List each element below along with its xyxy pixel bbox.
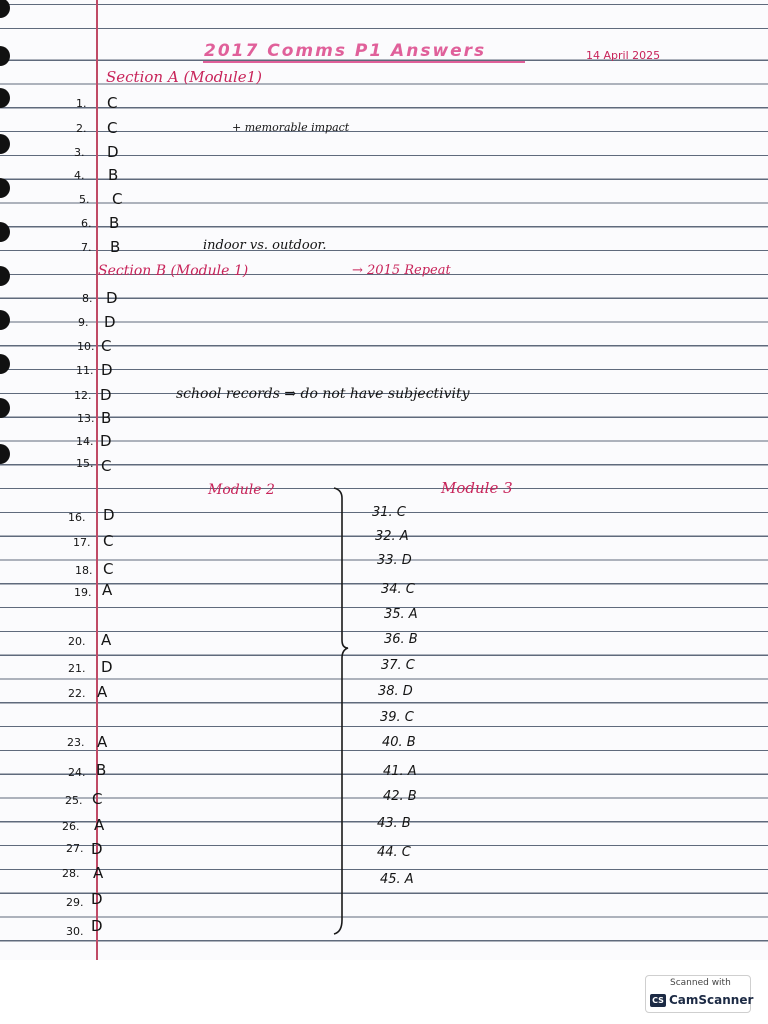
question-number: 23. xyxy=(67,736,85,749)
question-number: 2. xyxy=(76,122,87,135)
answer: B xyxy=(108,166,119,184)
answer: A xyxy=(97,683,108,701)
question-number: 6. xyxy=(81,217,92,230)
watermark-caption: Scanned with xyxy=(670,978,731,988)
question-number: 13. xyxy=(77,412,95,425)
question-number: 21. xyxy=(68,662,86,675)
watermark-brand: CamScanner xyxy=(669,993,754,1007)
module-3-heading: Module 3 xyxy=(441,479,513,497)
question-number: 12. xyxy=(74,389,92,402)
answer: D xyxy=(104,313,116,331)
question-number: 28. xyxy=(62,867,80,880)
question-number: 15. xyxy=(76,457,94,470)
answer: D xyxy=(101,658,113,676)
answer-entry: 34. C xyxy=(381,582,415,597)
answer: C xyxy=(101,337,112,355)
section-a-heading: Section A (Module1) xyxy=(106,68,263,86)
answer: A xyxy=(97,733,108,751)
question-number: 22. xyxy=(68,687,86,700)
question-number: 24. xyxy=(68,766,86,779)
answer-entry: 35. A xyxy=(384,607,418,622)
question-number: 8. xyxy=(82,292,93,305)
answer-entry: 43. B xyxy=(377,816,411,831)
answer-entry: 44. C xyxy=(377,845,411,860)
answer-entry: 37. C xyxy=(381,658,415,673)
answer: A xyxy=(102,581,113,599)
question-number: 29. xyxy=(66,896,84,909)
note: school records ⇒ do not have subjectivity xyxy=(176,386,470,402)
answer: C xyxy=(107,119,118,137)
question-number: 20. xyxy=(68,635,86,648)
question-number: 1. xyxy=(76,97,87,110)
answer: C xyxy=(112,190,123,208)
answer-entry: 38. D xyxy=(378,684,413,699)
question-number: 17. xyxy=(73,536,91,549)
camscanner-logo-icon: CS xyxy=(650,994,666,1007)
answer: A xyxy=(94,816,105,834)
answer: C xyxy=(103,532,114,550)
answer-entry: 31. C xyxy=(372,505,406,520)
question-number: 16. xyxy=(68,511,86,524)
answer: C xyxy=(107,94,118,112)
note: indoor vs. outdoor. xyxy=(203,238,327,253)
answer: D xyxy=(91,840,103,858)
answer: B xyxy=(110,238,121,256)
question-number: 4. xyxy=(74,169,85,182)
question-number: 11. xyxy=(76,364,94,377)
question-number: 19. xyxy=(74,586,92,599)
question-number: 10. xyxy=(77,340,95,353)
answer: A xyxy=(101,631,112,649)
answer: D xyxy=(107,143,119,161)
section-b-heading: Section B (Module 1) xyxy=(98,263,249,279)
answer-entry: 36. B xyxy=(384,632,418,647)
answer-entry: 42. B xyxy=(383,789,417,804)
answer: A xyxy=(93,864,104,882)
answer: D xyxy=(100,432,112,450)
answer-entry: 40. B xyxy=(382,735,416,750)
answer: B xyxy=(109,214,120,232)
camscanner-watermark xyxy=(645,975,754,1013)
date: 14 April 2025 xyxy=(586,49,661,62)
answer: D xyxy=(91,890,103,908)
answer: D xyxy=(106,289,118,307)
answer: C xyxy=(101,457,112,475)
question-number: 27. xyxy=(66,842,84,855)
answer: C xyxy=(103,560,114,578)
question-number: 30. xyxy=(66,925,84,938)
answer-entry: 33. D xyxy=(377,553,412,568)
answer: B xyxy=(96,761,107,779)
answer: D xyxy=(103,506,115,524)
answer: C xyxy=(92,790,103,808)
question-number: 25. xyxy=(65,794,83,807)
question-number: 26. xyxy=(62,820,80,833)
answer: D xyxy=(100,386,112,404)
question-number: 9. xyxy=(78,316,89,329)
answer: D xyxy=(101,361,113,379)
answer: D xyxy=(91,917,103,935)
question-number: 7. xyxy=(81,241,92,254)
answer-entry: 41. A xyxy=(383,764,417,779)
question-number: 14. xyxy=(76,435,94,448)
answer: B xyxy=(101,409,112,427)
question-number: 5. xyxy=(79,193,90,206)
module-2-heading: Module 2 xyxy=(208,482,275,498)
note: + memorable impact xyxy=(232,121,350,134)
repeat-note: → 2015 Repeat xyxy=(352,263,451,278)
question-number: 3. xyxy=(74,146,85,159)
question-number: 18. xyxy=(75,564,93,577)
answer-entry: 39. C xyxy=(380,710,414,725)
answer-entry: 45. A xyxy=(380,872,414,887)
page-title: 2017 Comms P1 Answers xyxy=(204,41,487,61)
answer-entry: 32. A xyxy=(375,529,409,544)
